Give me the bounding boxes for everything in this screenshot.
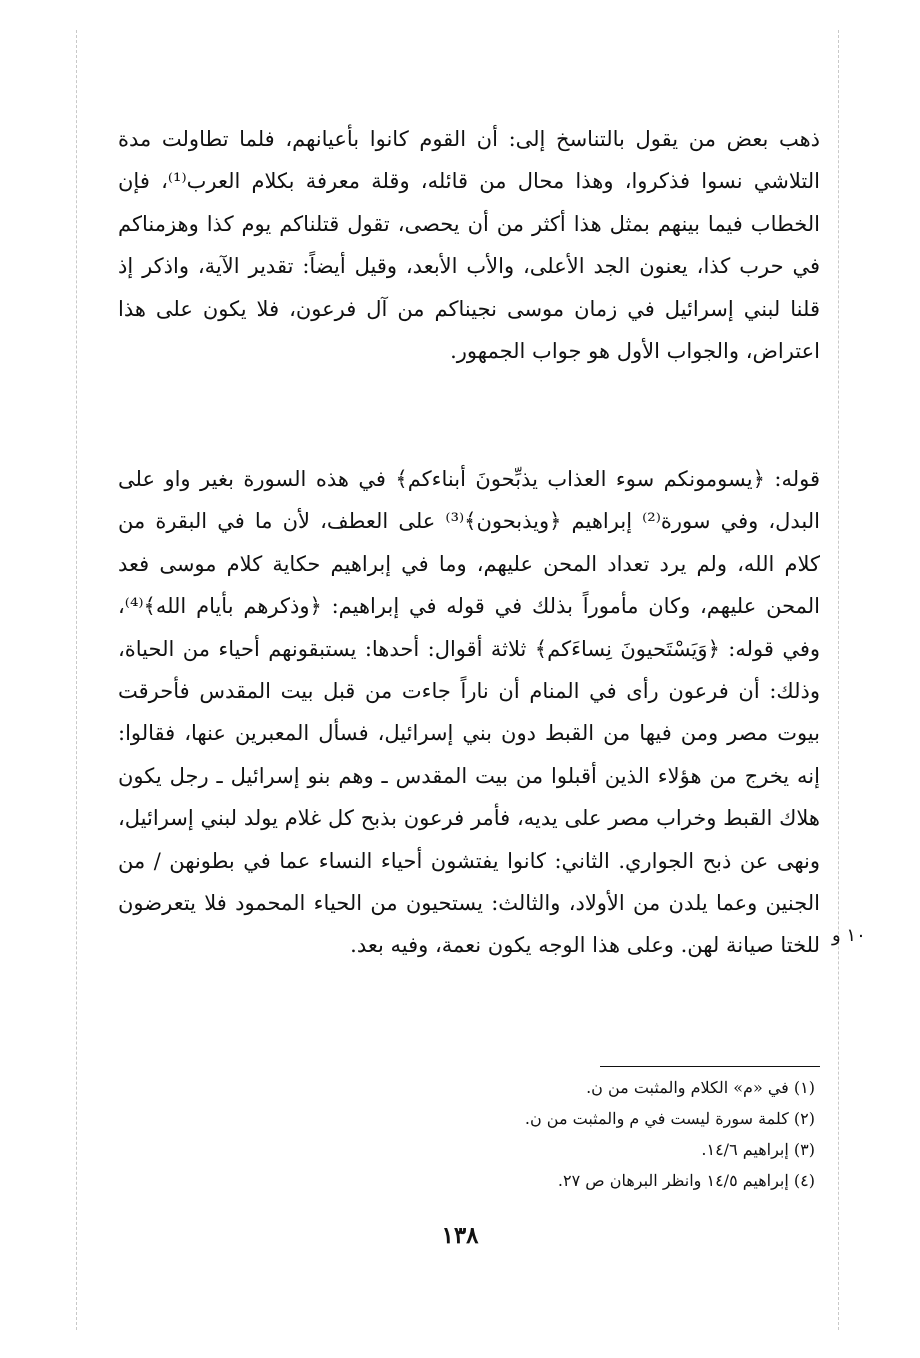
footnote-4: (٤) إبراهيم ١٤/٥ وانظر البرهان ص ٢٧. xyxy=(557,1171,815,1190)
body-paragraph-1: ذهب بعض من يقول بالتناسخ إلى: أن القوم كانوا بأعيانهم، فلما تطاولت مدة التلاشي نسوا فذكروا، وهذا محال من قائله، وقلة معرفة بكلام العرب⁽¹⁾، فإن الخطاب فيما بينهم بمثل هذا أكثر من أن يحصى، تقول قتلناكم يوم كذا وهزمناكم في حرب كذا، يعنون الجد الأعلى، والأب الأبعد، وقيل أيضاً: تقدير الآية، واذكر إذ قلنا لبني إسرائيل في زمان موسى نجيناكم من آل فرعون، فلا يكون على هذا اعتراض، والجواب الأول هو جواب الجمهور. xyxy=(118,127,820,364)
footnote-3: (٣) إبراهيم ١٤/٦. xyxy=(701,1140,815,1159)
page-number: ١٣٨ xyxy=(441,1222,479,1249)
footnote-separator xyxy=(600,1066,820,1067)
page-edge-left xyxy=(76,30,77,1330)
footnote-2: (٢) كلمة سورة ليست في م والمثبت من ن. xyxy=(524,1109,815,1128)
folio-margin-reference: ١٠ و xyxy=(832,925,866,946)
page-edge-right xyxy=(838,30,839,1330)
footnotes xyxy=(300,1072,815,1196)
body-paragraph-2: قوله: ﴿يسومونكم سوء العذاب يذبِّحونَ أبناءكم﴾ في هذه السورة بغير واو على البدل، وفي سورة⁽²⁾ إبراهيم ﴿ويذبحون﴾⁽³⁾ على العطف، لأن ما في البقرة من كلام الله، ولم يرد تعداد المحن عليهم، وما في إبراهيم حكاية كلام موسى فعد المحن عليهم، وكان مأموراً بذلك في قوله في إبراهيم: ﴿وذكرهم بأيام الله﴾⁽⁴⁾، وفي قوله: ﴿وَيَسْتَحيونَ نِساءَكم﴾ ثلاثة أقوال: أحدها: يستبقونهم أحياء من الحياة، وذلك: أن فرعون رأى في المنام أن ناراً جاءت من قبل بيت المقدس فأحرقت بيوت مصر ومن فيها من القبط دون بني إسرائيل، فسأل المعبرين عنها، فقالوا: إنه يخرج من هؤلاء الذين أقبلوا من بيت المقدس ـ وهم بنو إسرائيل ـ رجل يكون هلاك القبط وخراب مصر على يديه، فأمر فرعون بذبح كل غلام يولد لبني إسرائيل، ونهى عن ذبح الجواري. الثاني: كانوا يفتشون أحياء النساء عما في بطونهن / من الجنين وعما يلدن من الأولاد، والثالث: يستحيون من الحياء المحمود فلا يتعرضون للختا صيانة لهن. وعلى هذا الوجه يكون نعمة، وفيه بعد. xyxy=(118,467,820,958)
footnote-1: (١) في «م» الكلام والمثبت من ن. xyxy=(586,1078,815,1097)
